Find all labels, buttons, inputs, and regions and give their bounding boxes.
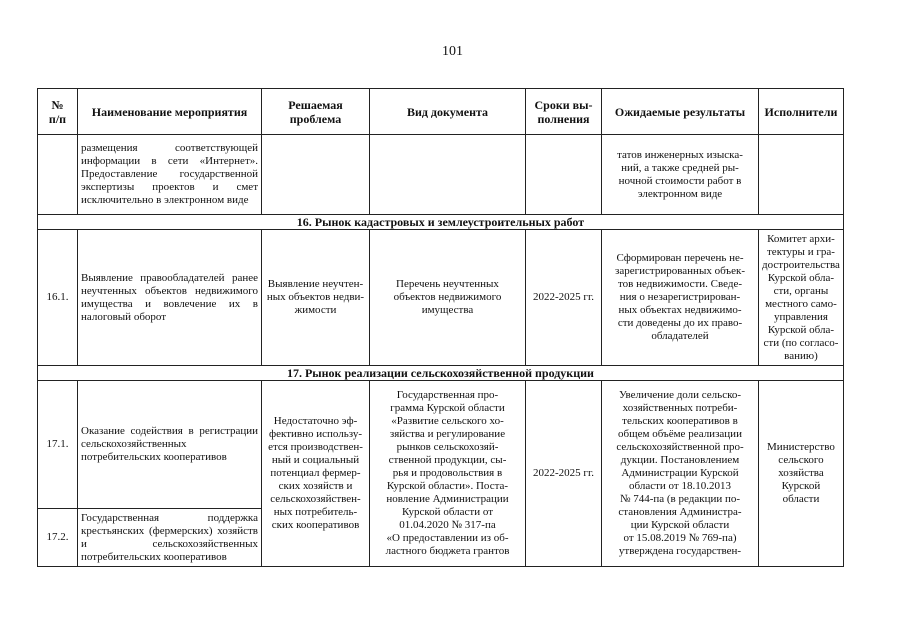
cell-doc: Перечень неучтенных объектов недвижимого имущества (370, 230, 526, 366)
section-row-16 (38, 215, 844, 230)
cell-name: Оказание содействия в регистрации сельскохозяйственных потребительских кооперативов (78, 381, 262, 509)
page-number: 101 (442, 44, 463, 59)
header-problem: Решаемая проблема (262, 89, 370, 135)
header-num: № п/п (38, 89, 78, 135)
section-row-17 (38, 366, 844, 381)
table-row-16-1 (38, 230, 844, 366)
measures-table (37, 88, 844, 567)
cell-problem: Выявление неучтен- ных объектов недви- жимости (262, 230, 370, 366)
header-name: Наименование мероприятия (78, 89, 262, 135)
cell-term: 2022-2025 гг. (526, 381, 602, 567)
header-doc: Вид документа (370, 89, 526, 135)
cell-doc (370, 135, 526, 215)
cell-name: Выявление правообладателей ранее неучтенных объектов недвижимого имущества и вовлечение их в налоговый оборот (78, 230, 262, 366)
table-row-continued (38, 135, 844, 215)
cell-problem (262, 135, 370, 215)
cell-num: 16.1. (38, 230, 78, 366)
cell-name: Государственная поддержка крестьянских (фермерских) хозяйств и сельскохозяйственных потребительских кооперативов (78, 509, 262, 567)
cell-num: 17.2. (38, 509, 78, 567)
cell-result: татов инженерных изыска- ний, а также средней ры- ночной стоимости работ в электронном виде (602, 135, 759, 215)
cell-num (38, 135, 78, 215)
cell-term (526, 135, 602, 215)
header-exec: Исполнители (759, 89, 844, 135)
section-title-16: 16. Рынок кадастровых и землеустроительных работ (38, 215, 844, 230)
cell-doc: Государственная про- грамма Курской области «Развитие сельского хо- зяйства и регулирование рынков сельскохозяй- ственной продукции, сы- рья и продовольствия в Курской области». Поста- новление Администрации Курской области от 01.04.2020 № 317-па «О предоставлении из об- ластного бюджета грантов (370, 381, 526, 567)
cell-num: 17.1. (38, 381, 78, 509)
table-row-17-1 (38, 381, 844, 509)
cell-term: 2022-2025 гг. (526, 230, 602, 366)
cell-exec: Министерство сельского хозяйства Курской области (759, 381, 844, 567)
cell-result: Сформирован перечень не- зарегистрированных объек- тов недвижимости. Сведе- ния о незарегистрирован- ных объектах недвижимо- сти доведены до их право- обладателей (602, 230, 759, 366)
header-term: Сроки вы- полнения (526, 89, 602, 135)
cell-name: размещения соответствующей информации в сети «Интернет». Предоставление государственной экспертизы проектов и смет исключительно в электронном виде (78, 135, 262, 215)
cell-exec (759, 135, 844, 215)
cell-problem: Недостаточно эф- фективно использу- ется производствен- ный и социальный потенциал фермер- ских хозяйств и сельскохозяйствен- ных потребитель- ских кооперативов (262, 381, 370, 567)
cell-exec: Комитет архи- тектуры и гра- достроительства Курской обла- сти, органы местного само- управления Курской обла- сти (по согласо- ванию) (759, 230, 844, 366)
header-result: Ожидаемые результаты (602, 89, 759, 135)
header-row (38, 89, 844, 135)
section-title-17: 17. Рынок реализации сельскохозяйственной продукции (38, 366, 844, 381)
cell-result: Увеличение доли сельско- хозяйственных потреби- тельских кооперативов в общем объёме реализации сельскохозяйственной про- дукции. Постановлением Администрации Курской области от 18.10.2013 № 744-па (в редакции по- становления Администра- ции Курской области от 15.08.2019 № 769-па) утверждена государствен- (602, 381, 759, 567)
